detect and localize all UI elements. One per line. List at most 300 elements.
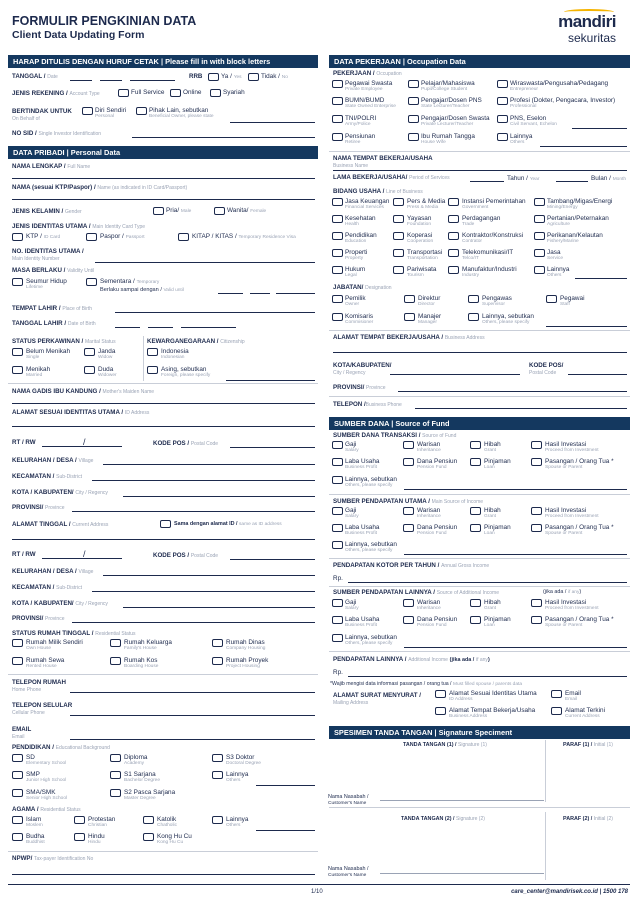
u-warisan-label: Warisan Inheritance: [417, 507, 441, 519]
pihak-lain-label: Pihak Lain, sebutkan Beneficial Owner, please state: [149, 107, 214, 119]
valid-month-field[interactable]: [250, 293, 270, 294]
u-laba-checkbox[interactable]: [332, 524, 343, 532]
no-identitas-label-en: Main Identity Number: [12, 256, 60, 262]
mail-terkini-label: Alamat Terkini Current Address: [565, 707, 606, 719]
nama-tempat-field[interactable]: [333, 170, 627, 171]
b8-label: Pertanian/Peternakan Agriculture: [547, 215, 609, 227]
kelurahan-label: KELURAHAN / DESA / Village: [12, 457, 94, 464]
alamat-tinggal-label: ALAMAT TINGGAL / Current Address: [12, 521, 109, 528]
mail-terkini-checkbox[interactable]: [551, 707, 562, 715]
email-label-en: Email: [12, 734, 25, 740]
kelurahan-field-2[interactable]: [103, 575, 315, 576]
tanggal-lahir-label: TANGGAL LAHIR / Date of Birth: [12, 320, 96, 327]
b2-checkbox[interactable]: [393, 198, 404, 206]
pegawai-swasta-label: Pegawai Swasta Private Employee: [345, 80, 393, 92]
t-pasangan-checkbox[interactable]: [531, 458, 542, 466]
no-identitas-label: NO. IDENTITAS UTAMA /: [12, 248, 84, 255]
b9-checkbox[interactable]: [332, 232, 343, 240]
l-gaji-label: Gaji Salary: [345, 599, 359, 611]
b11-checkbox[interactable]: [448, 232, 459, 240]
b4-label: Tambang/Migas/Energi Mining/Energy: [547, 198, 613, 210]
rumah-dinas-checkbox[interactable]: [212, 639, 223, 647]
lama-bulan-field[interactable]: [556, 181, 588, 182]
j4-checkbox[interactable]: [546, 295, 557, 303]
b8-checkbox[interactable]: [534, 215, 545, 223]
t-warisan-label: Warisan Inheritance: [417, 441, 441, 453]
b5-label: Kesehatan Health: [345, 215, 376, 227]
kota-kerja-field[interactable]: [390, 374, 520, 375]
birth-month-field[interactable]: [148, 327, 173, 328]
jika-ada-label: (jika ada / if any): [543, 589, 582, 595]
sma-checkbox[interactable]: [12, 789, 23, 797]
smp-checkbox[interactable]: [12, 771, 23, 779]
pihak-lain-checkbox[interactable]: [136, 107, 147, 115]
nama-nasabah-1-field[interactable]: [380, 800, 544, 801]
nama-nasabah-1-label: Nama Nasabah / Customer's Name: [328, 794, 369, 806]
form-title: FORMULIR PENGKINIAN DATA: [12, 14, 197, 28]
rumah-sewa-checkbox[interactable]: [12, 657, 23, 665]
pendidikan-lainnya-label: Lainnya Others: [226, 771, 249, 783]
pns-label: PNS, Eselon Civil Servant, Echelon: [510, 115, 557, 127]
belum-menikah-label: Belum Menikah Single: [26, 348, 71, 360]
rumah-dinas-label: Rumah Dinas Company Housing: [226, 639, 266, 651]
divider: [545, 740, 546, 802]
b3-checkbox[interactable]: [448, 198, 459, 206]
asing-field[interactable]: [226, 380, 315, 381]
rt-rw-slash: /: [83, 437, 86, 447]
kode-pos-kerja-field[interactable]: [568, 374, 627, 375]
provinsi-field-2[interactable]: [72, 622, 315, 623]
j2-label: Direktur Director: [418, 295, 441, 307]
paspor-label: Paspor / Passport: [100, 233, 145, 240]
email-label: EMAIL: [12, 726, 32, 733]
profesi-checkbox[interactable]: [497, 97, 508, 105]
s3-checkbox[interactable]: [212, 754, 223, 762]
pekerjaan-lainnya-field[interactable]: [540, 146, 627, 147]
rrb-tidak-label: Tidak / No: [261, 73, 288, 80]
agama-lainnya-checkbox[interactable]: [212, 816, 223, 824]
kitap-label: KITAP / KITAS / Temporary Residence Visa: [192, 233, 296, 240]
agama-lainnya-field[interactable]: [256, 830, 315, 831]
pendidikan-lainnya-field[interactable]: [256, 785, 315, 786]
telepon-rumah-label-en: Home Phone: [12, 687, 42, 693]
source-of-fund-bar: SUMBER DANA | Source of Fund: [329, 417, 630, 430]
b20-label: Lainnya Others: [547, 266, 570, 278]
page-number: 1/10: [311, 889, 323, 895]
t-pensiun-checkbox[interactable]: [403, 458, 414, 466]
u-gaji-checkbox[interactable]: [332, 507, 343, 515]
b12-checkbox[interactable]: [534, 232, 545, 240]
j7-checkbox[interactable]: [468, 313, 479, 321]
j2-checkbox[interactable]: [404, 295, 415, 303]
l-gaji-checkbox[interactable]: [332, 599, 343, 607]
rumah-milik-label: Rumah Milik Sendiri Own House: [26, 639, 83, 651]
indonesia-checkbox[interactable]: [147, 348, 158, 356]
rt-rw-label: RT / RW: [12, 439, 36, 446]
rt-rw-label-2: RT / RW: [12, 551, 36, 558]
b15-checkbox[interactable]: [448, 249, 459, 257]
masa-berlaku-label: MASA BERLAKU / Validity Until: [12, 267, 95, 274]
birth-day-field[interactable]: [115, 327, 140, 328]
t-hasil-checkbox[interactable]: [531, 441, 542, 449]
pns-checkbox[interactable]: [497, 115, 508, 123]
wiraswasta-checkbox[interactable]: [497, 80, 508, 88]
form-subtitle: Client Data Updating Form: [12, 29, 145, 41]
budha-label: Budha Buddhist: [26, 833, 45, 845]
j1-checkbox[interactable]: [332, 295, 343, 303]
s3-label: S3 Doktor Doctoral Degree: [226, 754, 261, 766]
smp-label: SMP Junior High School: [26, 771, 67, 783]
nama-lengkap-field[interactable]: [12, 178, 315, 179]
rumah-keluarga-checkbox[interactable]: [110, 639, 121, 647]
rumah-milik-checkbox[interactable]: [12, 639, 23, 647]
mail-email-checkbox[interactable]: [551, 690, 562, 698]
diri-sendiri-checkbox[interactable]: [82, 107, 93, 115]
b16-label: Jasa Service: [547, 249, 563, 261]
t-gaji-label: Gaji Salary: [345, 441, 359, 453]
katolik-label: Katolik Chatholic: [157, 816, 177, 828]
online-checkbox[interactable]: [170, 89, 181, 97]
separator: [329, 494, 630, 495]
divider: [143, 336, 144, 381]
nama-tempat-label-en: Business Name: [333, 163, 369, 169]
occupation-bar: DATA PEKERJAAN | Occupation Data: [329, 55, 630, 68]
nama-nasabah-2-field[interactable]: [380, 873, 544, 874]
date-year-field[interactable]: [130, 80, 175, 81]
pihak-lain-field[interactable]: [230, 122, 315, 123]
t-pasangan-label: Pasangan / Orang Tua * Spouse or Parent: [545, 458, 614, 470]
kota-field[interactable]: [123, 496, 315, 497]
b6-label: Yayasan Foundation: [407, 215, 432, 227]
j4-label: Pegawai Staff: [560, 295, 585, 307]
nama-tempat-label: NAMA TEMPAT BEKERJA/USAHA: [333, 155, 433, 162]
alamat-id-label: ALAMAT SESUAI IDENTITAS UTAMA / ID Address: [12, 409, 150, 416]
pria-checkbox[interactable]: [153, 207, 164, 215]
t-gaji-checkbox[interactable]: [332, 441, 343, 449]
kota-label: KOTA / KABUPATEN/ City / Regency: [12, 489, 108, 496]
belum-menikah-checkbox[interactable]: [12, 348, 23, 356]
pengajar-pns-checkbox[interactable]: [408, 97, 419, 105]
lama-tahun-field[interactable]: [470, 181, 504, 182]
islam-checkbox[interactable]: [12, 816, 23, 824]
jenis-kelamin-label: JENIS KELAMIN / Gender: [12, 208, 82, 215]
kode-pos-field[interactable]: [230, 447, 315, 448]
duda-checkbox[interactable]: [84, 366, 95, 374]
seumur-hidup-checkbox[interactable]: [12, 278, 23, 286]
full-service-checkbox[interactable]: [118, 89, 129, 97]
alamat-kerja-line1[interactable]: [333, 352, 627, 353]
t-laba-checkbox[interactable]: [332, 458, 343, 466]
kecamatan-field-2[interactable]: [92, 591, 315, 592]
l-laba-checkbox[interactable]: [332, 616, 343, 624]
s1-checkbox[interactable]: [110, 771, 121, 779]
l-lainnya-field[interactable]: [404, 647, 627, 648]
bumn-checkbox[interactable]: [332, 97, 343, 105]
rumah-proyek-checkbox[interactable]: [212, 657, 223, 665]
kewarganegaraan-label: KEWARGANEGARAAN / Citizenship: [147, 338, 245, 345]
hindu-checkbox[interactable]: [74, 833, 85, 841]
ibu-kandung-field[interactable]: [12, 403, 315, 404]
t-lainnya-field[interactable]: [404, 489, 627, 490]
seumur-hidup-label: Seumur Hidup Lifetime: [26, 278, 67, 290]
kota-field-2[interactable]: [123, 607, 315, 608]
asing-label: Asing, sebutkan Foreign, please specify: [161, 366, 211, 378]
nama-lengkap-label: NAMA LENGKAP / Full Name: [12, 163, 91, 170]
tni-checkbox[interactable]: [332, 115, 343, 123]
mail-kerja-checkbox[interactable]: [435, 707, 446, 715]
rumah-kos-checkbox[interactable]: [110, 657, 121, 665]
ibu-rumah-checkbox[interactable]: [408, 133, 419, 141]
b7-label: Perdagangan Trade: [462, 215, 501, 227]
b1-checkbox[interactable]: [332, 198, 343, 206]
kode-pos-label-2: KODE POS / Postal Code: [153, 552, 219, 559]
kota-kerja-label-en: City / Regency: [333, 370, 366, 376]
j1-label: Pemilik Owner: [345, 295, 366, 307]
l-pasangan-checkbox[interactable]: [531, 616, 542, 624]
alamat-id-line1[interactable]: [12, 426, 315, 427]
b18-checkbox[interactable]: [393, 266, 404, 274]
logo-subword: sekuritas: [567, 31, 616, 45]
j6-label: Manajer Manager: [418, 313, 442, 325]
sd-checkbox[interactable]: [12, 754, 23, 762]
rt-rw-field[interactable]: [42, 446, 122, 447]
kotor-field[interactable]: [348, 582, 627, 583]
paraf2-label: PARAF (2) / Initial (2): [563, 816, 613, 822]
pekerjaan-label: PEKERJAAN / Occupation: [333, 70, 402, 77]
ibu-rumah-label: Ibu Rumah Tangga House Wife: [421, 133, 475, 145]
kode-pos-label: KODE POS / Postal Code: [153, 440, 219, 447]
rt-rw-field-2[interactable]: [42, 558, 122, 559]
jenis-rekening-label: JENIS REKENING / Account Type: [12, 90, 100, 97]
j3-label: Pengawas Supervisor: [482, 295, 512, 307]
sama-dengan-checkbox[interactable]: [160, 520, 171, 528]
b13-checkbox[interactable]: [332, 249, 343, 257]
t-pinjaman-checkbox[interactable]: [470, 458, 481, 466]
ktp-checkbox[interactable]: [12, 233, 23, 241]
kota-label-2: KOTA / KABUPATEN/ City / Regency: [12, 600, 108, 607]
t-pinjaman-label: Pinjaman Loan: [484, 458, 511, 470]
rrb-tidak-checkbox[interactable]: [248, 73, 259, 81]
diploma-checkbox[interactable]: [110, 754, 121, 762]
menikah-checkbox[interactable]: [12, 366, 23, 374]
telepon-kerja-field[interactable]: [415, 408, 627, 409]
ibu-kandung-label: NAMA GADIS IBU KANDUNG / Mother's Maiden Name: [12, 388, 155, 395]
tni-label: TNI/POLRI Army/Police: [345, 115, 377, 127]
berlaku-sampai-label: Berlaku sampai dengan / Valid until: [100, 287, 184, 293]
l-warisan-label: Warisan Inheritance: [417, 599, 441, 611]
j6-checkbox[interactable]: [404, 313, 415, 321]
provinsi-field[interactable]: [72, 511, 315, 512]
provinsi-label: PROVINSI/ Province: [12, 504, 65, 511]
b9-label: Pendidikan Education: [345, 232, 377, 244]
telepon-kerja-label: TELEPON /Business Phone: [333, 401, 402, 408]
bertindak-label-en: On Behalf of: [12, 116, 40, 122]
islam-label: Islam Moslem: [26, 816, 43, 828]
konghucu-label: Kong Hu Cu Kong Hu Cu: [157, 833, 192, 845]
l-warisan-checkbox[interactable]: [403, 599, 414, 607]
pengajar-swasta-checkbox[interactable]: [408, 115, 419, 123]
b11-label: Kontraktor/Konstruksi Contrator: [462, 232, 524, 244]
jabatan-lainnya-field[interactable]: [546, 326, 627, 327]
provinsi-label-2: PROVINSI/ Province: [12, 615, 65, 622]
kotor-rp-label: Rp.: [333, 575, 343, 582]
pns-eselon-field[interactable]: [572, 128, 627, 129]
u-pinjaman-label: Pinjaman Loan: [484, 524, 511, 536]
kelurahan-field[interactable]: [103, 464, 315, 465]
tempat-lahir-field[interactable]: [115, 312, 315, 313]
l-lainnya-checkbox[interactable]: [332, 634, 343, 642]
status-rumah-label: STATUS RUMAH TINGGAL / Residential Status: [12, 630, 136, 637]
b4-checkbox[interactable]: [534, 198, 545, 206]
l-hibah-label: Hibah Grant: [484, 599, 501, 611]
kitap-checkbox[interactable]: [178, 233, 189, 241]
kecamatan-label-2: KECAMATAN / Sub-District: [12, 584, 82, 591]
paraf1-label: PARAF (1) / Initial (1): [563, 742, 613, 748]
u-pensiun-checkbox[interactable]: [403, 524, 414, 532]
u-hibah-checkbox[interactable]: [470, 507, 481, 515]
pendidikan-lainnya-checkbox[interactable]: [212, 771, 223, 779]
t-warisan-checkbox[interactable]: [403, 441, 414, 449]
b16-checkbox[interactable]: [534, 249, 545, 257]
kecamatan-field[interactable]: [92, 480, 315, 481]
t-laba-label: Laba Usaha Business Profit: [345, 458, 380, 470]
tanggal-label: TANGGAL / Date: [12, 73, 58, 80]
b14-checkbox[interactable]: [393, 249, 404, 257]
protestan-checkbox[interactable]: [74, 816, 85, 824]
s2-checkbox[interactable]: [110, 789, 121, 797]
u-pensiun-label: Dana Pensiun Pension Fund: [417, 524, 458, 536]
nama-sesuai-label: NAMA (sesuai KTP/Paspor) / Name (as indicated in ID Card/Passport): [12, 184, 188, 191]
u-pasangan-checkbox[interactable]: [531, 524, 542, 532]
pekerjaan-lainnya-checkbox[interactable]: [497, 133, 508, 141]
valid-day-field[interactable]: [218, 293, 243, 294]
date-month-field[interactable]: [100, 80, 122, 81]
pensiunan-checkbox[interactable]: [332, 133, 343, 141]
sementara-checkbox[interactable]: [86, 278, 97, 286]
rrb-ya-label: Ya / Yes: [221, 73, 242, 80]
pelajar-checkbox[interactable]: [408, 80, 419, 88]
katolik-checkbox[interactable]: [143, 816, 154, 824]
alamat-tinggal-line1[interactable]: [12, 539, 315, 540]
b19-label: Manufaktur/Industri Industry: [462, 266, 517, 278]
rumah-sewa-label: Rumah Sewa Rented House: [26, 657, 65, 669]
alamat-kerja-label: ALAMAT TEMPAT BEKERJA/USAHA / Business Address: [333, 334, 485, 341]
mail-id-label: Alamat Sesuai Identitas Utama ID Address: [449, 690, 537, 702]
npwp-label: NPWP/ Tax-payer Identification No: [12, 855, 94, 862]
ttd1-label: TANDA TANGAN (1) / Signature (1): [403, 742, 487, 748]
pegawai-swasta-checkbox[interactable]: [332, 80, 343, 88]
rt-rw-slash-2: /: [83, 549, 86, 559]
separator: [329, 558, 630, 559]
asing-checkbox[interactable]: [147, 366, 158, 374]
provinsi-kerja-field[interactable]: [398, 391, 627, 392]
b7-checkbox[interactable]: [448, 215, 459, 223]
birth-year-field[interactable]: [181, 327, 236, 328]
bertindak-label: BERTINDAK UNTUK: [12, 108, 72, 115]
kode-pos-field-2[interactable]: [230, 559, 315, 560]
mail-id-checkbox[interactable]: [435, 690, 446, 698]
paspor-checkbox[interactable]: [86, 233, 97, 241]
s2-label: S2 Pasca Sarjana Master Degree: [124, 789, 176, 801]
janda-checkbox[interactable]: [84, 348, 95, 356]
pendapatan-lainnya-field[interactable]: [348, 676, 627, 677]
npwp-field[interactable]: [12, 874, 315, 875]
t-hibah-checkbox[interactable]: [470, 441, 481, 449]
date-day-field[interactable]: [70, 80, 92, 81]
separator: [329, 330, 630, 331]
divider: [545, 812, 546, 880]
syariah-checkbox[interactable]: [210, 89, 221, 97]
b5-checkbox[interactable]: [332, 215, 343, 223]
rrb-ya-checkbox[interactable]: [208, 73, 219, 81]
t-pensiun-label: Dana Pensiun Pension Fund: [417, 458, 458, 470]
u-lainnya-checkbox[interactable]: [332, 541, 343, 549]
j5-label: Komisaris Commisioner: [345, 313, 374, 325]
l-hibah-checkbox[interactable]: [470, 599, 481, 607]
no-sid-field[interactable]: [132, 137, 315, 138]
u-warisan-checkbox[interactable]: [403, 507, 414, 515]
b17-checkbox[interactable]: [332, 266, 343, 274]
b6-checkbox[interactable]: [393, 215, 404, 223]
b17-label: Hukum Legal: [345, 266, 366, 278]
u-hasil-checkbox[interactable]: [531, 507, 542, 515]
nama-nasabah-2-label: Nama Nasabah / Customer's Name: [328, 866, 369, 878]
kotor-label: PENDAPATAN KOTOR PER TAHUN / Annual Gross Income: [333, 562, 490, 569]
wanita-checkbox[interactable]: [214, 207, 225, 215]
telepon-rumah-label: TELEPON RUMAH: [12, 679, 66, 686]
wajib-note: *Wajib mengisi data informasi pasangan / orang tua / Must filled spouse / parents data: [330, 681, 523, 687]
j3-checkbox[interactable]: [468, 295, 479, 303]
l-pinjaman-checkbox[interactable]: [470, 616, 481, 624]
email-field[interactable]: [70, 739, 315, 740]
pendapatan-lain-label: SUMBER PENDAPATAN LAINNYA / Source of Additional Income: [333, 589, 499, 596]
pensiunan-label: Pensiunan Retiree: [345, 133, 376, 145]
l-pensiun-label: Dana Pensiun Pension Fund: [417, 616, 458, 628]
b13-label: Properti Property: [345, 249, 368, 261]
l-pensiun-checkbox[interactable]: [403, 616, 414, 624]
u-pinjaman-checkbox[interactable]: [470, 524, 481, 532]
u-lainnya-field[interactable]: [404, 554, 627, 555]
j5-checkbox[interactable]: [332, 313, 343, 321]
rumah-proyek-label: Rumah Proyek Project Housing: [226, 657, 269, 669]
konghucu-checkbox[interactable]: [143, 833, 154, 841]
b19-checkbox[interactable]: [448, 266, 459, 274]
l-laba-label: Laba Usaha Business Profit: [345, 616, 380, 628]
t-lainnya-checkbox[interactable]: [332, 476, 343, 484]
telepon-rumah-field[interactable]: [70, 692, 315, 693]
b2-label: Pers & Media Press & Media: [407, 198, 446, 210]
b10-checkbox[interactable]: [393, 232, 404, 240]
telepon-selular-label: TELEPON SELULAR: [12, 702, 73, 709]
b3-label: Instansi Pemerintahan Government: [462, 198, 526, 210]
no-identitas-field[interactable]: [95, 262, 315, 263]
kelurahan-label-2: KELURAHAN / DESA / Village: [12, 568, 94, 575]
b20-checkbox[interactable]: [534, 266, 545, 274]
alamat-surat-label-en: Mailing Address: [333, 700, 369, 706]
separator: [329, 586, 630, 587]
kode-pos-kerja-label: KODE POS/: [529, 362, 564, 369]
provinsi-kerja-label: PROVINSI/ Province: [333, 384, 386, 391]
separator: [329, 651, 630, 652]
l-hasil-checkbox[interactable]: [531, 599, 542, 607]
valid-year-field[interactable]: [276, 293, 315, 294]
b12-label: Perikanan/Kelautan Fishery/Marine: [547, 232, 603, 244]
telepon-selular-field[interactable]: [70, 715, 315, 716]
budha-checkbox[interactable]: [12, 833, 23, 841]
bidang-lainnya-field[interactable]: [575, 278, 627, 279]
sma-label: SMA/SMK Senior High School: [26, 789, 68, 801]
nama-sesuai-field[interactable]: [12, 199, 315, 200]
